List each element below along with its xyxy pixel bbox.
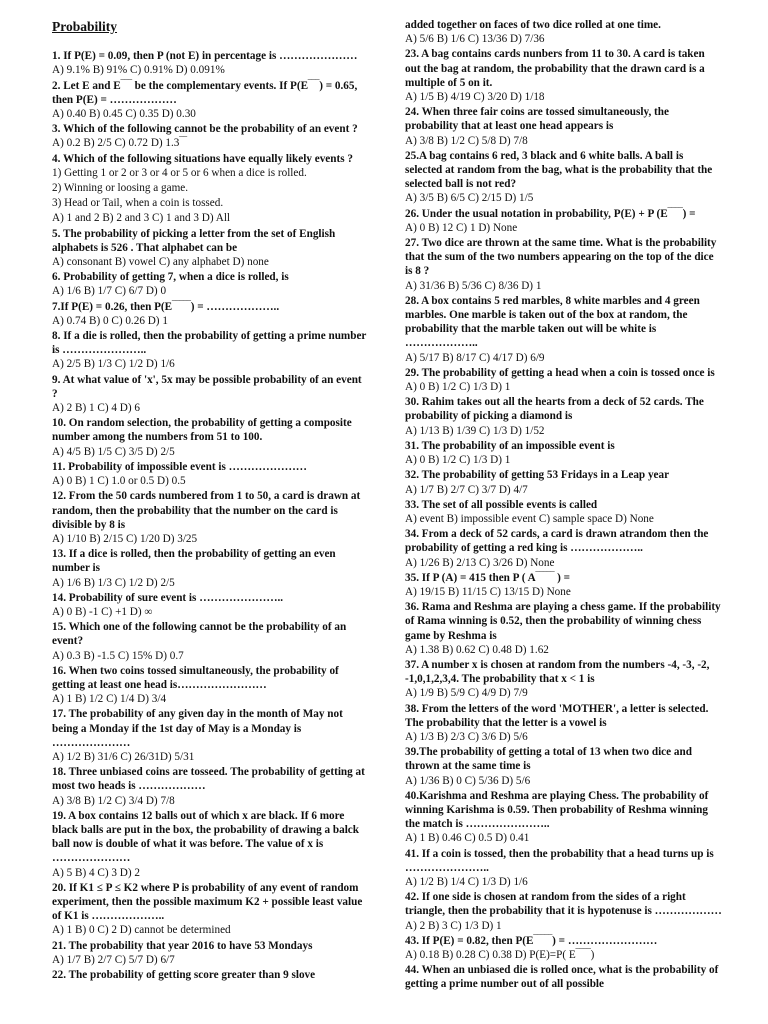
question-text: 16. When two coins tossed simultaneously, the probability of getting at least one head is……………………: [52, 664, 339, 691]
question-text: 14. Probability of sure event is …………………..: [52, 591, 284, 604]
question-item: [52, 329, 370, 372]
question-item: [52, 547, 370, 590]
answer-options: A) 3/8 B) 1/2 C) 5/8 D) 7/8: [405, 134, 528, 147]
answer-options: 1) Getting 1 or 2 or 3 or 4 or 5 or 6 when a dice is rolled.: [52, 166, 307, 179]
answer-options: A) 0.40 B) 0.45 C) 0.35 D) 0.30: [52, 108, 196, 121]
right-column: [405, 18, 723, 992]
question-text: 6. Probability of getting 7, when a dice is rolled, is: [52, 271, 289, 284]
question-text: 4. Which of the following situations have equally likely events ?: [52, 152, 353, 165]
question-item: [52, 707, 370, 764]
question-item: [52, 227, 370, 270]
question-item: [405, 847, 723, 890]
question-item: [52, 460, 370, 488]
question-list-left: [52, 49, 370, 982]
answer-options: A) 1/6 B) 1/7 C) 6/7 D) 0: [52, 285, 167, 298]
answer-options: A) 0 B) 1 C) 1.0 or 0.5 D) 0.5: [52, 475, 186, 488]
question-item: [52, 620, 370, 663]
question-text: 17. The probability of any given day in the month of May not being a Monday if the 1st day of May is a Monday is …………………: [52, 708, 343, 749]
answer-options: A) 0 B) 1/2 C) 1/3 D) 1: [405, 381, 511, 394]
question-text: 8. If a die is rolled, then the probability of getting a prime number is …………………..: [52, 330, 367, 357]
answer-options: A) consonant B) vowel C) any alphabet D) none: [52, 256, 269, 269]
page-title: Probability: [52, 19, 118, 34]
question-text: 44. When an unbiased die is rolled once, what is the probability of getting a prime number out of all possible: [405, 964, 719, 991]
question-text: 31. The probability of an impossible event is: [405, 439, 615, 452]
question-item: [405, 600, 723, 657]
question-item: [405, 18, 723, 46]
question-text: 9. At what value of 'x', 5x may be possible probability of an event ?: [52, 373, 362, 400]
question-text: 30. Rahim takes out all the hearts from a deck of 52 cards. The probability of picking a diamond is: [405, 396, 704, 423]
question-text: 15. Which one of the following cannot be the probability of an event?: [52, 621, 347, 648]
question-text: 39.The probability of getting a total of 13 when two dice and thrown at the same time is: [405, 746, 692, 773]
answer-options: A) 0 B) 1/2 C) 1/3 D) 1: [405, 454, 511, 467]
answer-options: A) 5/6 B) 1/6 C) 13/36 D) 7/36: [405, 33, 545, 46]
question-text: 34. From a deck of 52 cards, a card is drawn atrandom then the probability of getting a red king is ………………..: [405, 528, 709, 555]
question-item: [52, 416, 370, 459]
answer-options: A) 4/5 B) 1/5 C) 3/5 D) 2/5: [52, 445, 175, 458]
answer-options: A) 1 and 2 B) 2 and 3 C) 1 and 3 D) All: [52, 212, 231, 225]
question-text: 1. If P(E) = 0.09, then P (not E) in percentage is …………………: [52, 50, 358, 63]
question-text: 21. The probability that year 2016 to have 53 Mondays: [52, 939, 313, 952]
question-text: 37. A number x is chosen at random from the numbers -4, -3, -2, -1,0,1,2,3,4. The probability that x < 1 is: [405, 658, 710, 686]
question-text: 43. If P(E) = 0.82, then P(E‾‾‾‾‾) = ……………………: [405, 934, 658, 947]
question-text: 20. If K1 ≤ P ≤ K2 where P is probability of any event of random experiment, then the possible maximum K2 + possible least value of K1 is ………………..: [52, 881, 363, 923]
question-item: [405, 702, 723, 745]
answer-options: A) 2 B) 3 C) 1/3 D) 1: [405, 919, 502, 932]
question-item: [52, 765, 370, 808]
question-text: 42. If one side is chosen at random from the sides of a right triangle, then the probability that it is hypotenuse is ………………: [405, 891, 722, 918]
question-text: 5. The probability of picking a letter from the set of English alphabets is 526 . That alphabet can be: [52, 227, 336, 254]
left-column: [52, 18, 370, 982]
answer-options: A) 2/5 B) 1/3 C) 1/2 D) 1/6: [52, 358, 175, 371]
answer-options: A) 0 B) 12 C) 1 D) None: [405, 221, 518, 234]
answer-options: A) 1 B) 1/2 C) 1/4 D) 3/4: [52, 693, 167, 706]
answer-options: A) 1/3 B) 2/3 C) 3/6 D) 5/6: [405, 730, 528, 743]
question-item: [405, 527, 723, 570]
question-text: 10. On random selection, the probability of getting a composite number among the numbers from 51 to 100.: [52, 417, 352, 444]
answer-options: A) 0.74 B) 0 C) 0.26 D) 1: [52, 314, 168, 327]
question-text: 24. When three fair coins are tossed simultaneously, the probability that at least one head appears is: [405, 106, 669, 133]
question-item: [405, 395, 723, 438]
question-text: 40.Karishma and Reshma are playing Chess. The probability of winning Karishma is 0.59. Then probability of Reshma winning the match is …………………..: [405, 789, 709, 831]
question-item: [405, 934, 723, 962]
question-item: [405, 294, 723, 365]
question-item: [52, 809, 370, 880]
answer-options: A) 1/36 B) 0 C) 5/36 D) 5/6: [405, 774, 531, 787]
answer-options: A) 0.2 B) 2/5 C) 0.72 D) 1.3‾‾: [52, 137, 187, 150]
answer-options: A) 1/7 B) 2/7 C) 5/7 D) 6/7: [52, 953, 175, 966]
answer-options: A) 5 B) 4 C) 3 D) 2: [52, 866, 140, 879]
answer-options: A) 1/6 B) 1/3 C) 1/2 D) 2/5: [52, 576, 175, 589]
question-item: [405, 468, 723, 496]
question-item: [405, 745, 723, 788]
question-item: [52, 664, 370, 707]
question-text: 41. If a coin is tossed, then the probability that a head turns up is …………………..: [405, 847, 714, 874]
question-text: 13. If a dice is rolled, then the probability of getting an even number is: [52, 548, 336, 575]
question-text: 11. Probability of impossible event is …………………: [52, 460, 307, 473]
question-text: 26. Under the usual notation in probability, P(E) + P (E‾‾‾‾) =: [405, 207, 696, 220]
answer-options: A) event B) impossible event C) sample space D) None: [405, 512, 654, 525]
question-text: 25.A bag contains 6 red, 3 black and 6 white balls. A ball is selected at random from the bag, what is the probability that the selected ball is not red?: [405, 149, 713, 191]
question-item: [52, 49, 370, 77]
question-item: [52, 122, 370, 150]
answer-options: A) 3/8 B) 1/2 C) 3/4 D) 7/8: [52, 794, 175, 807]
question-item: [405, 366, 723, 394]
question-text: 35. If P (A) = 415 then P ( A‾‾‾‾‾ ) =: [405, 571, 570, 584]
question-item: [405, 105, 723, 148]
answer-options: A) 0.3 B) -1.5 C) 15% D) 0.7: [52, 649, 184, 662]
answer-options: A) 1 B) 0 C) 2 D) cannot be determined: [52, 924, 231, 937]
answer-options: A) 0.18 B) 0.28 C) 0.38 D) P(E)=P( E‾‾‾‾): [405, 949, 595, 961]
question-text: 33. The set of all possible events is called: [405, 498, 598, 511]
question-text: 29. The probability of getting a head when a coin is tossed once is: [405, 366, 715, 379]
answer-options: A) 1/5 B) 4/19 C) 3/20 D) 1/18: [405, 91, 545, 104]
answer-options: A) 3/5 B) 6/5 C) 2/15 D) 1/5: [405, 192, 534, 205]
question-item: [405, 498, 723, 526]
question-item: [405, 963, 723, 991]
question-item: [405, 789, 723, 846]
question-text: 22. The probability of getting score greater than 9 slove: [52, 969, 316, 981]
answer-options: A) 1/2 B) 1/4 C) 1/3 D) 1/6: [405, 875, 528, 888]
question-text: 28. A box contains 5 red marbles, 8 white marbles and 4 green marbles. One marble is taken out of the box at random, the probability that the marble taken out will be white is ………………..: [405, 294, 700, 350]
question-item: [405, 439, 723, 467]
answer-options: A) 0 B) -1 C) +1 D) ∞: [52, 605, 153, 618]
question-list-right: [405, 18, 723, 992]
question-item: [52, 591, 370, 619]
question-item: [52, 79, 370, 122]
question-text: 7.If P(E) = 0.26, then P(E‾‾‾‾‾) = ………………..: [52, 300, 280, 313]
question-item: [52, 373, 370, 416]
answer-options: A) 1/7 B) 2/7 C) 3/7 D) 4/7: [405, 483, 528, 496]
question-item: [52, 939, 370, 967]
question-item: [405, 890, 723, 933]
answer-options: A) 1 B) 0.46 C) 0.5 D) 0.41: [405, 832, 530, 845]
answer-options: A) 2 B) 1 C) 4 D) 6: [52, 402, 140, 415]
question-item: [52, 881, 370, 938]
answer-options: A) 9.1% B) 91% C) 0.91% D) 0.091%: [52, 64, 225, 77]
answer-options: A) 1/2 B) 31/6 C) 26/31D) 5/31: [52, 750, 195, 763]
question-item: [52, 270, 370, 298]
question-item: [405, 47, 723, 104]
question-item: [52, 152, 370, 226]
answer-options: A) 5/17 B) 8/17 C) 4/17 D) 6/9: [405, 351, 545, 364]
question-text: 18. Three unbiased coins are tosseed. The probability of getting at most two heads is ………………: [52, 766, 365, 793]
question-text: added together on faces of two dice rolled at one time.: [405, 19, 661, 31]
answer-options: A) 1/13 B) 1/39 C) 1/3 D) 1/52: [405, 424, 545, 437]
question-text: 27. Two dice are thrown at the same time. What is the probability that the sum of the two numbers appearing on the top of the dice is 8 ?: [405, 237, 717, 278]
question-text: 23. A bag contains cards nunbers from 11 to 30. A card is taken out the bag at random, the probability that the drawn card is a multiple of 5 on it.: [405, 48, 705, 89]
answer-options: A) 31/36 B) 5/36 C) 8/36 D) 1: [405, 279, 542, 292]
question-item: [405, 149, 723, 206]
question-item: [52, 968, 370, 982]
question-item: [405, 207, 723, 235]
answer-options: A) 1.38 B) 0.62 C) 0.48 D) 1.62: [405, 643, 549, 656]
question-item: [405, 571, 723, 599]
question-text: 12. From the 50 cards numbered from 1 to 50, a card is drawn at random, then the probability that the number on the card is divisible by 8 is: [52, 490, 361, 531]
answer-options: A) 19/15 B) 11/15 C) 13/15 D) None: [405, 585, 571, 598]
answer-options: A) 1/9 B) 5/9 C) 4/9 D) 7/9: [405, 687, 528, 700]
question-item: [52, 300, 370, 328]
question-item: [52, 489, 370, 546]
question-text: 36. Rama and Reshma are playing a chess game. If the probability of Rama winning is 0.52, then the probability of winning chess game by Reshma is: [405, 601, 721, 642]
question-item: [405, 658, 723, 701]
question-text: 2. Let E and E‾‾‾ be the complementary events. If P(E‾‾‾) = 0.65, then P(E) = ………………: [52, 79, 358, 106]
question-item: [405, 236, 723, 293]
question-text: 3. Which of the following cannot be the probability of an event ?: [52, 123, 358, 136]
answer-options: 2) Winning or loosing a game.: [52, 182, 189, 195]
question-text: 38. From the letters of the word 'MOTHER', a letter is selected. The probability that the letter is a vowel is: [405, 702, 709, 729]
answer-options: A) 1/10 B) 2/15 C) 1/20 D) 3/25: [52, 532, 198, 545]
answer-options: A) 1/26 B) 2/13 C) 3/26 D) None: [405, 556, 555, 569]
answer-options: 3) Head or Tail, when a coin is tossed.: [52, 197, 224, 210]
question-text: 19. A box contains 12 balls out of which x are black. If 6 more black balls are put in the box, the probability of drawing a balck ball now is double of what it was before. The value of x is …………………: [52, 809, 359, 865]
question-text: 32. The probability of getting 53 Fridays in a Leap year: [405, 469, 670, 482]
